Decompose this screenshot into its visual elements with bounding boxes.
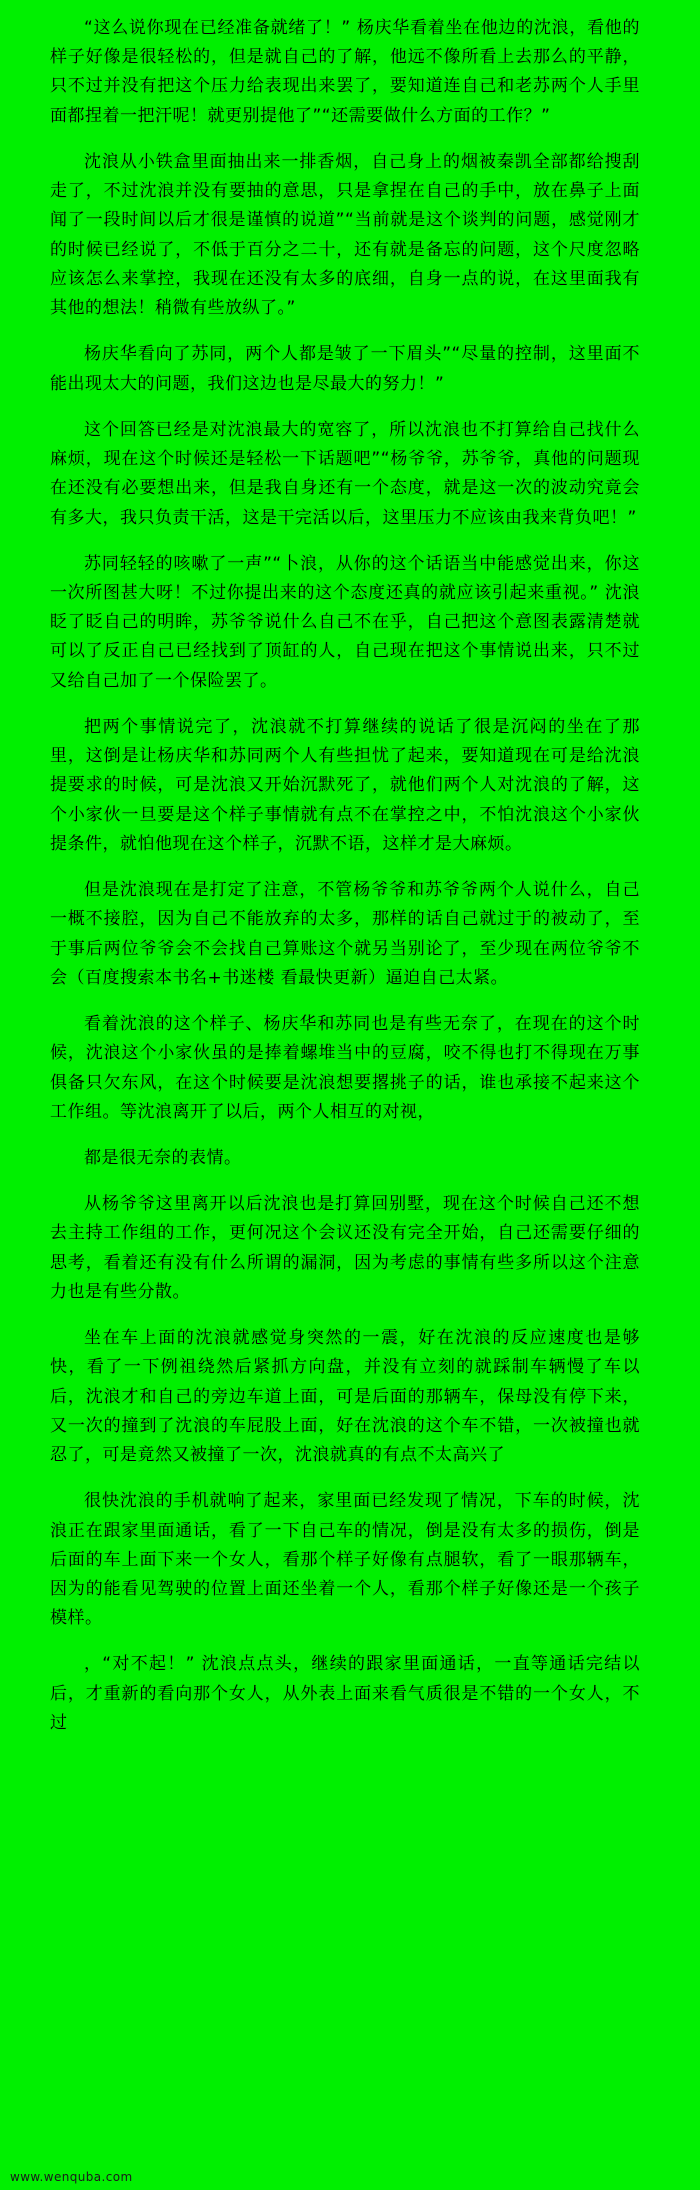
paragraph: 但是沈浪现在是打定了注意，不管杨爷爷和苏爷爷两个人说什么，自己一概不接腔，因为自己不能放弃的太多，那样的话自己就过于的被动了，至于事后两位爷爷会不会找自己算账这个就另当别论了，至少现在两位爷爷不会（百度搜索本书名+书迷楼 看最快更新）逼迫自己太紧。 bbox=[50, 880, 640, 988]
paragraph: “这么说你现在已经准备就绪了！” 杨庆华看着坐在他边的沈浪，看他的样子好像是很轻松的，但是就自己的了解，他远不像所看上去那么的平静，只不过并没有把这个压力给表现出来罢了，要知道连自己和老苏两个人手里面都捏着一把汗呢！就更别提他了”“还需要做什么方面的工作？” bbox=[50, 18, 640, 126]
paragraph: ，“对不起！” 沈浪点点头，继续的跟家里面通话，一直等通话完结以后，才重新的看向那个女人，从外表上面来看气质很是不错的一个女人，不过 bbox=[50, 1654, 640, 1733]
site-watermark: www.wenquba.com bbox=[10, 2170, 133, 2184]
paragraph: 坐在车上面的沈浪就感觉身突然的一震，好在沈浪的反应速度也是够快，看了一下例祖绕然后紧抓方向盘，并没有立刻的就踩制车辆慢了车以后，沈浪才和自己的旁边车道上面，可是后面的那辆车，保母没有停下来，又一次的撞到了沈浪的车屁股上面，好在沈浪的这个车不错，一次被撞也就忍了，可是竟然又被撞了一次，沈浪就真的有点不太高兴了 bbox=[50, 1328, 640, 1466]
paragraph: 看着沈浪的这个样子、杨庆华和苏同也是有些无奈了，在现在的这个时候，沈浪这个小家伙虽的是捧着螺堆当中的豆腐，咬不得也打不得现在万事俱备只欠东风，在这个时候要是沈浪想要撂挑子的话，谁也承接不起来这个工作组。等沈浪离开了以后，两个人相互的对视， bbox=[50, 1014, 640, 1122]
paragraph: 从杨爷爷这里离开以后沈浪也是打算回别墅，现在这个时候自己还不想去主持工作组的工作，更何况这个会议还没有完全开始，自己还需要仔细的思考，看着还有没有什么所谓的漏洞，因为考虑的事情有些多所以这个注意力也是有些分散。 bbox=[50, 1194, 640, 1302]
paragraph: 杨庆华看向了苏同，两个人都是皱了一下眉头”“尽量的控制，这里面不能出现太大的问题，我们这边也是尽最大的努力！” bbox=[50, 344, 640, 394]
novel-text-body bbox=[50, 14, 640, 1738]
paragraph: 沈浪从小铁盒里面抽出来一排香烟，自己身上的烟被秦凯全部都给搜刮走了，不过沈浪并没有要抽的意思，只是拿捏在自己的手中，放在鼻子上面闻了一段时间以后才很是谨慎的说道”“当前就是这个谈判的问题，感觉刚才的时候已经说了，不低于百分之二十，还有就是备忘的问题，这个尺度忽略应该怎么来掌控，我现在还没有太多的底细，自身一点的说，在这里面我有其他的想法！稍微有些放纵了。” bbox=[50, 151, 640, 319]
paragraph: 都是很无奈的表情。 bbox=[84, 1147, 242, 1168]
paragraph: 把两个事情说完了，沈浪就不打算继续的说话了很是沉闷的坐在了那里，这倒是让杨庆华和苏同两个人有些担忧了起来，要知道现在可是给沈浪提要求的时候，可是沈浪又开始沉默死了，就他们两个人对沈浪的了解，这个小家伙一旦要是这个样子事情就有点不在掌控之中，不怕沈浪这个小家伙提条件，就怕他现在这个样子，沉默不语，这样才是大麻烦。 bbox=[50, 716, 640, 854]
paragraph: 苏同轻轻的咳嗽了一声”“卜浪，从你的这个话语当中能感觉出来，你这一次所图甚大呀！不过你提出来的这个态度还真的就应该引起来重视。” 沈浪眨了眨自己的明眸，苏爷爷说什么自己不在乎，自己把这个意图表露清楚就可以了反正自己已经找到了顶缸的人，自己现在把这个事情说出来，只不过又给自己加了一个保险罢了。 bbox=[50, 553, 640, 691]
paragraph: 这个回答已经是对沈浪最大的宽容了，所以沈浪也不打算给自己找什么麻烦，现在这个时候还是轻松一下话题吧”“杨爷爷，苏爷爷，真他的问题现在还没有必要想出来，但是我自身还有一个态度，就是这一次的波动究竟会有多大，我只负责干活，这是干完活以后，这里压力不应该由我来背负吧！” bbox=[50, 419, 640, 528]
paragraph: 很快沈浪的手机就响了起来，家里面已经发现了情况，下车的时候，沈浪正在跟家里面通话，看了一下自己车的情况，倒是没有太多的损伤，倒是后面的车上面下来一个女人，看那个样子好像有点腿软，看了一眼那辆车，因为的能看见驾驶的位置上面还坐着一个人，看那个样子好像还是一个孩子模样。 bbox=[50, 1491, 640, 1629]
